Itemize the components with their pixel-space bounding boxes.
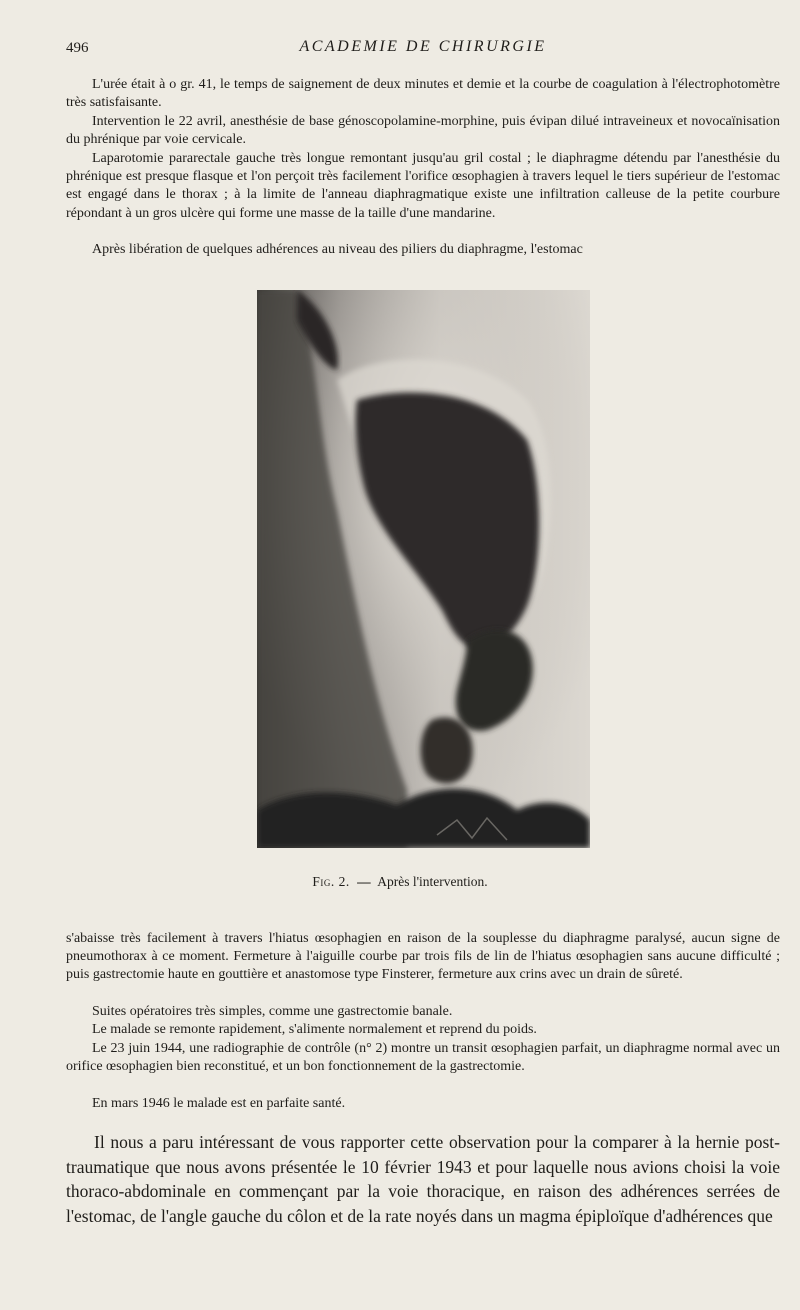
figure-title: Après l'intervention. xyxy=(377,874,488,889)
paragraph-apres-liberation: Après libération de quelques adhérences au niveau des piliers du diaphragme, l'estomac xyxy=(92,242,583,257)
paragraph-sabaisse: s'abaisse très facilement à travers l'hiatus œsophagien en raison de la souplesse du diaphragme paralysé, aucun signe de pneumothorax à ce moment. Fermeture à l'aiguille courbe par trois fils de lin de l'hiatus œsophagien sans aucune difficulté ; puis gastrectomie haute en gouttière et anastomose type Finsterer, fermeture aux crins avec un drain de sûreté. xyxy=(66,931,780,983)
figure-label: Fig. 2. xyxy=(312,874,350,889)
running-title: ACADEMIE DE CHIRURGIE xyxy=(299,38,547,55)
radiograph-image xyxy=(257,290,590,848)
figure-caption xyxy=(0,874,800,890)
paragraph-uree: L'urée était à o gr. 41, le temps de saignement de deux minutes et demie et la courbe de coagulation à l'électrophotomètre très satisfaisante. xyxy=(66,77,780,111)
paragraph-suites: Suites opératoires très simples, comme une gastrectomie banale. xyxy=(92,1004,453,1019)
paragraph-conclusion: Il nous a paru intéressant de vous rapporter cette observation pour la comparer à la hernie post-traumatique que nous avons présentée le 10 février 1943 et pour laquelle nous avions choisi la voie thoraco-abdominale en commençant par la voie thoracique, en raison des adhérences serrées de l'estomac, de l'angle gauche du côlon et de la rate noyés dans un magma épiploïque d'adhérences que xyxy=(66,1132,780,1226)
paragraph-mars-1946: En mars 1946 le malade est en parfaite santé. xyxy=(92,1096,346,1111)
paragraph-intervention: Intervention le 22 avril, anesthésie de base génoscopolamine-morphine, puis évipan dilué intraveineux et novocaïnisation du phrénique par voie cervicale. xyxy=(66,114,780,148)
page-number: 496 xyxy=(66,40,89,56)
paragraph-malade-remonte: Le malade se remonte rapidement, s'alimente normalement et reprend du poids. xyxy=(92,1022,537,1037)
radiograph-figure xyxy=(257,290,590,848)
page-header xyxy=(66,36,780,60)
paragraph-laparotomie: Laparotomie pararectale gauche très longue remontant jusqu'au gril costal ; le diaphragme détendu par l'anesthésie du phrénique est presque flasque et l'on perçoit très facilement l'orifice œsophagien à travers lequel le tiers supérieur de l'estomac est engagé dans le thorax ; à la limite de l'anneau diaphragmatique existe une infiltration calleuse de la petite courbure répondant à un gros ulcère qui forme une masse de la taille d'une mandarine. xyxy=(66,151,780,221)
caption-dash: — xyxy=(357,874,371,889)
paragraph-radiographie-controle: Le 23 juin 1944, une radiographie de contrôle (n° 2) montre un transit œsophagien parfait, un diaphragme normal avec un orifice œsophagien bien reconstitué, et un bon fonctionnement de la gastrectomie. xyxy=(66,1041,780,1075)
